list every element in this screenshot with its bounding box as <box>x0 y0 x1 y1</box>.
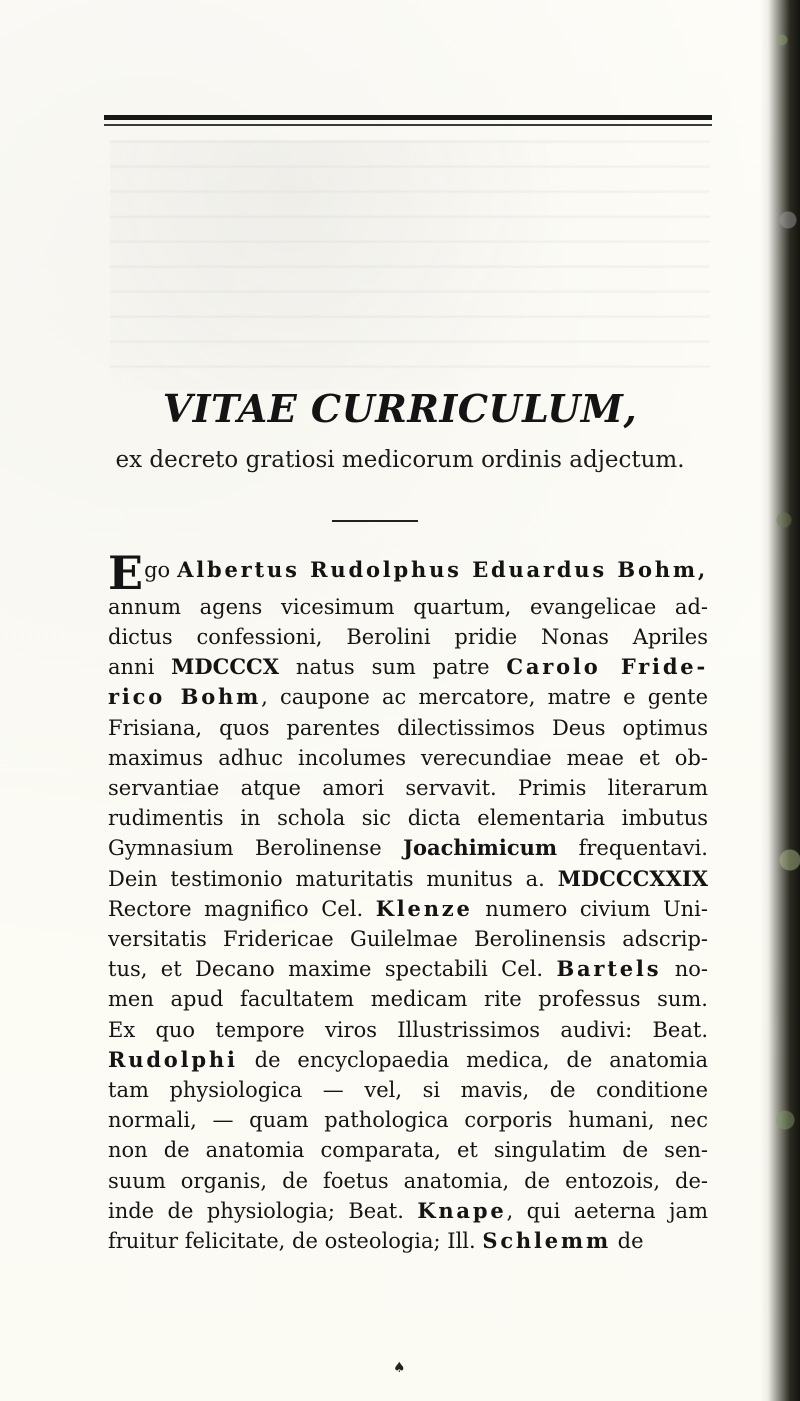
page-subtitle: ex decreto gratiosi medicorum ordinis adjectum. <box>115 447 685 473</box>
header-thick-rule <box>104 115 712 120</box>
teacher-name: Schlemm <box>482 1228 611 1254</box>
separator-rule <box>332 520 418 522</box>
text-line: servantiae atque amori servavit. Primis literarum <box>108 776 708 801</box>
text-line: tus, et Decano maxime spectabili Cel. Bartels no- <box>108 956 708 982</box>
text-line: Rectore magnifico Cel. Klenze numero civium Uni- <box>108 895 708 921</box>
text-line: Ego Albertus Rudolphus Eduardus Bohm, <box>108 555 708 592</box>
text-line: Rudolphi de encyclopaedia medica, de anatomia <box>108 1046 708 1072</box>
text-line: rico Bohm, caupone ac mercatore, matre e gente <box>108 684 708 710</box>
text-line: normali, — quam pathologica corporis humani, nec <box>108 1108 708 1133</box>
author-name: Albertus Rudolphus Eduardus Bohm, <box>177 557 708 582</box>
text-line: dictus confessioni, Berolini pridie Nonas Apriles <box>108 625 708 649</box>
text-line: anni MDCCCX natus sum patre Carolo Fride- <box>108 654 708 680</box>
text-line: Gymnasium Berolinense Joachimicum frequentavi. <box>108 835 708 861</box>
matriculation-year: MDCCCXXIX <box>557 865 708 891</box>
teacher-name: Rudolphi <box>108 1046 238 1072</box>
rector-name: Klenze <box>375 895 473 921</box>
father-name-cont: rico Bohm <box>108 684 262 710</box>
text-line: inde de physiologia; Beat. Knape, qui aeterna jam <box>108 1197 708 1223</box>
page-title: VITAE CURRICULUM, <box>162 386 638 431</box>
text-line: fruitur felicitate, de osteologia; Ill. Schlemm de <box>108 1228 644 1254</box>
birth-year: MDCCCX <box>171 654 280 680</box>
text-line: suum organis, de foetus anatomia, de entozois, de- <box>108 1168 708 1193</box>
gymnasium-name: Joachimicum <box>403 835 558 861</box>
vita-paragraph <box>108 555 708 1256</box>
text-line: tam physiologica — vel, si mavis, de conditione <box>108 1078 708 1103</box>
page-edge-stains <box>776 0 800 1401</box>
text-line: men apud facultatem medicam rite professus sum. <box>108 987 708 1012</box>
text-line: rudimentis in schola sic dicta elementaria imbutus <box>108 806 708 831</box>
text-line: versitatis Fridericae Guilelmae Berolinensis adscrip- <box>108 927 708 952</box>
signature-mark: ♠ <box>393 1360 406 1376</box>
text-line: Ex quo tempore viros Illustrissimos audivi: Beat. <box>108 1017 708 1042</box>
teacher-name: Knape <box>417 1197 507 1223</box>
bleed-through-texture <box>110 140 710 390</box>
text-line: annum agens vicesimum quartum, evangelicae ad- <box>108 594 708 619</box>
header-thin-rule <box>104 124 712 126</box>
drop-cap: E <box>108 555 144 592</box>
text-line: maximus adhuc incolumes verecundiae meae et ob- <box>108 745 708 770</box>
father-name: Carolo Fride- <box>506 654 708 680</box>
text-line: Frisiana, quos parentes dilectissimos Deus optimus <box>108 715 708 740</box>
text-line: Dein testimonio maturitatis munitus a. MDCCCXXIX <box>108 865 708 891</box>
dean-name: Bartels <box>556 956 662 982</box>
text-line: non de anatomia comparata, et singulatim de sen- <box>108 1138 708 1163</box>
header-double-rule <box>104 114 712 128</box>
